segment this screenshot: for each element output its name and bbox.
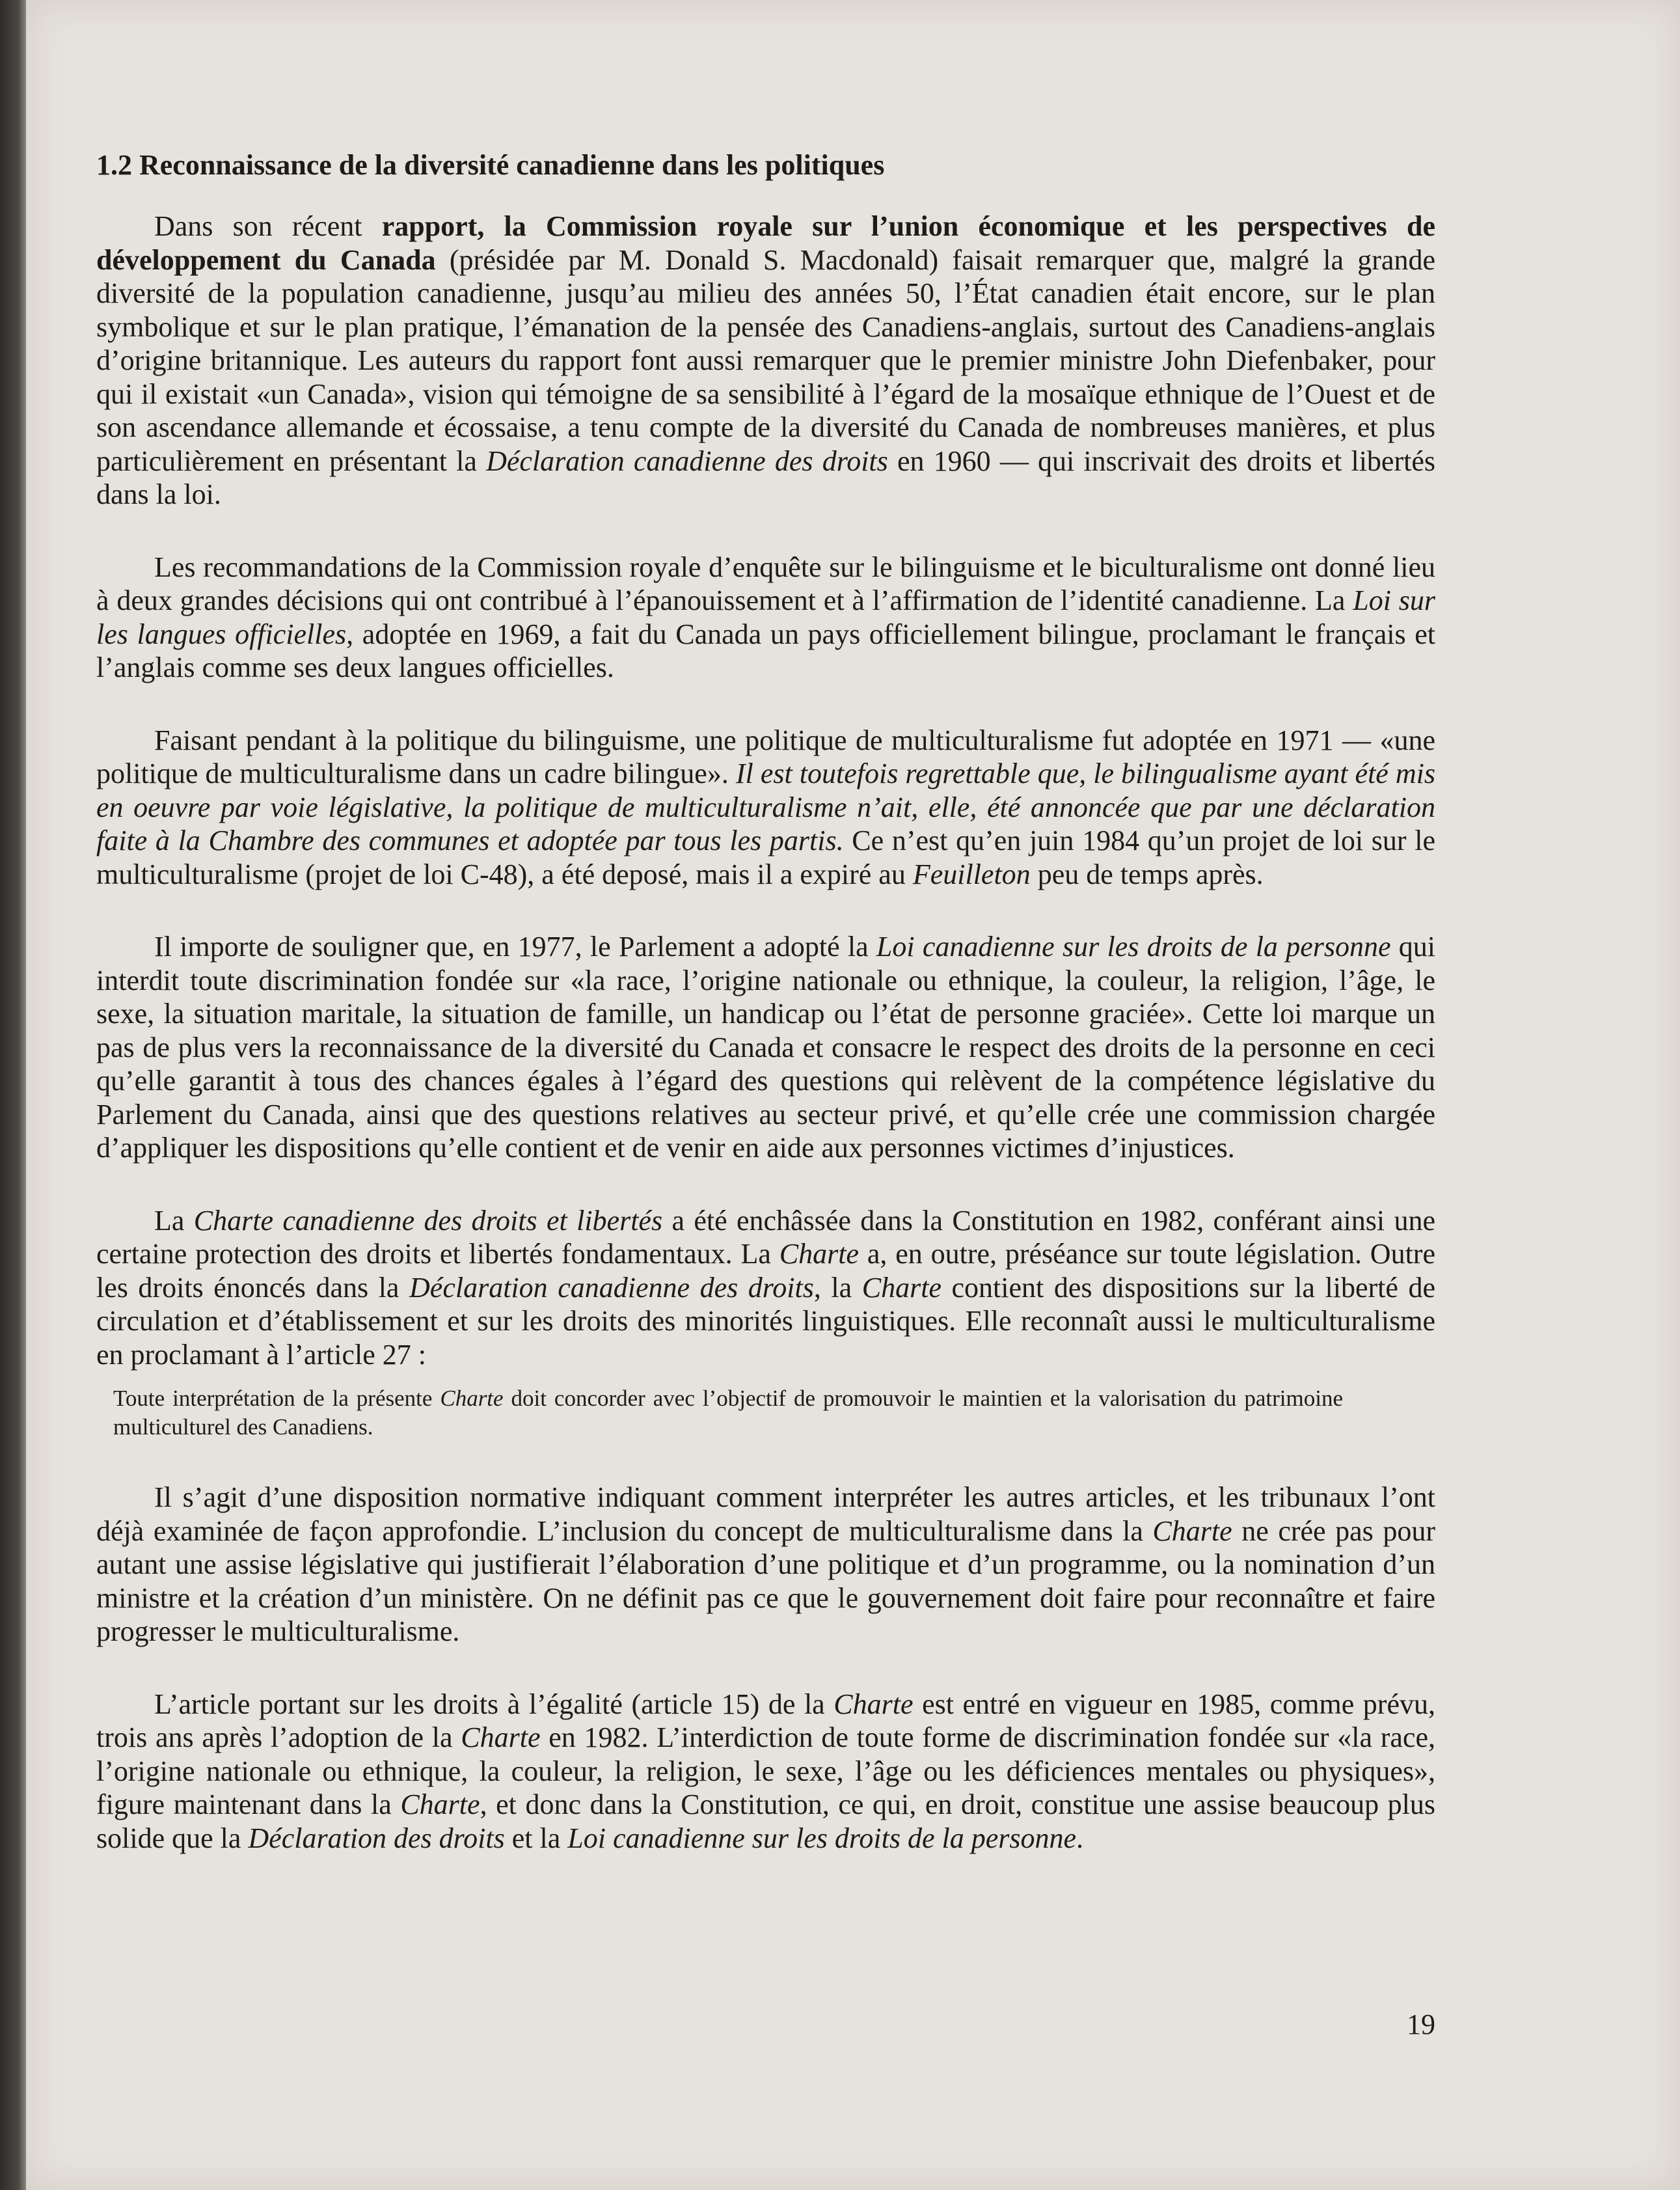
paragraph-droits-personne	[96, 930, 1435, 1165]
text-run: Dans son récent	[154, 210, 382, 242]
italic-title: Charte	[861, 1271, 942, 1304]
italic-title: Charte	[461, 1721, 541, 1753]
quotation-article-27	[113, 1384, 1343, 1442]
italic-title: Charte	[1152, 1514, 1232, 1547]
text-run: Ce n’est qu’en juin 1984 qu’un projet de loi sur le multiculturalisme (projet de loi C-48), a été deposé, mais il a expiré au	[96, 825, 1435, 890]
italic-title: Charte	[833, 1688, 914, 1720]
page-binding-edge	[0, 0, 26, 2190]
text-run: .	[1076, 1822, 1084, 1854]
paragraph-multiculturalisme-1971	[96, 724, 1435, 892]
text-run: La	[154, 1204, 194, 1237]
section-heading: 1.2 Reconnaissance de la diversité canadienne dans les politiques	[96, 149, 885, 181]
text-run: Il s’agit d’une disposition normative indiquant comment interpréter les autres articles, et les tribunaux l’ont déjà examinée de façon approfondie. L’inclusion du concept de multiculturalisme dans la	[96, 1481, 1435, 1547]
paragraph-article-15	[96, 1688, 1435, 1855]
text-run: contient des dispositions sur la liberté de circulation et d’établissement et sur les droits des minorités linguistiques. Elle reconnaît aussi le multiculturalisme en proclamant à l’article 27 :	[96, 1271, 1435, 1371]
text-run: peu de temps après.	[1030, 858, 1264, 890]
text-run: et la	[504, 1822, 568, 1854]
text-run: Faisant pendant à la politique du bilinguisme, une politique de multiculturalisme fut adoptée en 1971 — «une politique de multiculturalisme dans un cadre bilingue».	[96, 724, 1435, 789]
text-run: , la	[813, 1271, 862, 1304]
text-run: qui interdit toute discrimination fondée sur «la race, l’origine nationale ou ethnique, la couleur, la religion, l’âge, le sexe, la situation maritale, la situation de famille, un handicap ou l’état de personne graciée». Cette loi marque un pas de plus vers la reconnaissance de la diversité du Canada et consacre le respect des droits de la personne en ceci qu’elle garantit à tous des chances égales à l’égard des questions qui relèvent de la compétence législative du Parlement du Canada, ainsi que des questions relatives au secteur privé, et qu’elle crée une commission chargée d’appliquer les dispositions qu’elle contient et de venir en aide aux personnes victimes d’injustices.	[96, 931, 1436, 1164]
italic-title: Loi canadienne sur les droits de la personne	[876, 931, 1391, 963]
italic-title: Loi canadienne sur les droits de la personne	[567, 1822, 1077, 1854]
text-run: est entré en vigueur en 1985, comme prévu, trois ans après l’adoption de la	[96, 1688, 1435, 1753]
italic-title: Charte canadienne des droits et libertés	[193, 1204, 663, 1237]
italic-title: Feuilleton	[912, 858, 1031, 890]
text-run: , adoptée en 1969, a fait du Canada un pays officiellement bilingue, proclamant le français et l’anglais comme ses deux langues officielles.	[96, 618, 1435, 683]
italic-title: Déclaration canadienne des droits	[409, 1271, 814, 1304]
paragraph-disposition-normative	[96, 1481, 1435, 1649]
paragraph-commission-macdonald	[96, 210, 1435, 512]
text-run: L’article portant sur les droits à l’égalité (article 15) de la	[154, 1688, 834, 1720]
bold-text: rapport, la Commission royale sur l’union économique et les perspectives de développement du Canada	[96, 210, 1435, 276]
italic-text: Il est toutefois regrettable que, le bilingualisme ayant été mis en oeuvre par voie législative, la politique de multiculturalisme n’ait, elle, été annoncée que par une déclaration faite à la Chambre des communes et adoptée par tous les partis.	[96, 758, 1436, 856]
text-run: Toute interprétation de la présente	[113, 1386, 440, 1411]
text-run: Il importe de souligner que, en 1977, le Parlement a adopté la	[154, 931, 876, 963]
italic-title: Déclaration des droits	[248, 1822, 505, 1854]
text-run: , et donc dans la Constitution, ce qui, en droit, constitue une assise beaucoup plus solide que la	[96, 1788, 1436, 1854]
italic-title: Loi sur les langues officielles	[96, 584, 1435, 650]
paragraph-bilinguisme	[96, 551, 1435, 685]
page-number: 19	[1407, 2008, 1435, 2040]
text-run: doit concorder avec l’objectif de promouvoir le maintien et la valorisation du patrimoine multiculturel des Canadiens.	[113, 1386, 1343, 1440]
italic-title: Charte	[400, 1788, 480, 1820]
text-run: a été enchâssée dans la Constitution en 1982, conférant ainsi une certaine protection des droits et libertés fondamentaux. La	[96, 1204, 1436, 1270]
italic-title: Charte	[440, 1386, 504, 1411]
text-run: Les recommandations de la Commission royale d’enquête sur le bilinguisme et le biculturalisme ont donné lieu à deux grandes décisions qui ont contribué à l’épanouissement et à l’affirmation de l’identité canadienne. La	[96, 551, 1435, 616]
document-body	[96, 148, 1435, 1894]
italic-title: Charte	[779, 1238, 859, 1270]
italic-title: Déclaration canadienne des droits	[486, 445, 888, 477]
paragraph-charte-1982	[96, 1204, 1435, 1372]
text-run: ne crée pas pour autant une assise législative qui justifierait l’élaboration d’une politique et d’un programme, ou la nomination d’un ministre et la création d’un ministère. On ne définit pas ce que le gouvernement doit faire pour reconnaître et faire progresser le multiculturalisme.	[96, 1514, 1435, 1647]
text-run: (présidée par M. Donald S. Macdonald) faisait remarquer que, malgré la grande diversité de la population canadienne, jusqu’au milieu des années 50, l’État canadien était encore, sur le plan symbolique et sur le plan pratique, l’émanation de la pensée des Canadiens-anglais, surtout des Canadiens-anglais d’origine britannique. Les auteurs du rapport font aussi remarquer que le premier ministre John Diefenbaker, pour qui il existait «un Canada», vision qui témoigne de sa sensibilité à l’égard de la mosaïque ethnique de l’Ouest et de son ascendance allemande et écossaise, a tenu compte de la diversité du Canada de nombreuses manières, et plus particulièrement en présentant la	[96, 243, 1435, 477]
text-run: a, en outre, préséance sur toute législation. Outre les droits énoncés dans la	[96, 1238, 1435, 1304]
text-run: en 1982. L’interdiction de toute forme de discrimination fondée sur «la race, l’origine nationale ou ethnique, la couleur, la religion, le sexe, l’âge ou les déficiences mentales ou physiques», figure maintenant dans la	[96, 1721, 1435, 1820]
text-run: en 1960 — qui inscrivait des droits et libertés dans la loi.	[96, 445, 1435, 510]
